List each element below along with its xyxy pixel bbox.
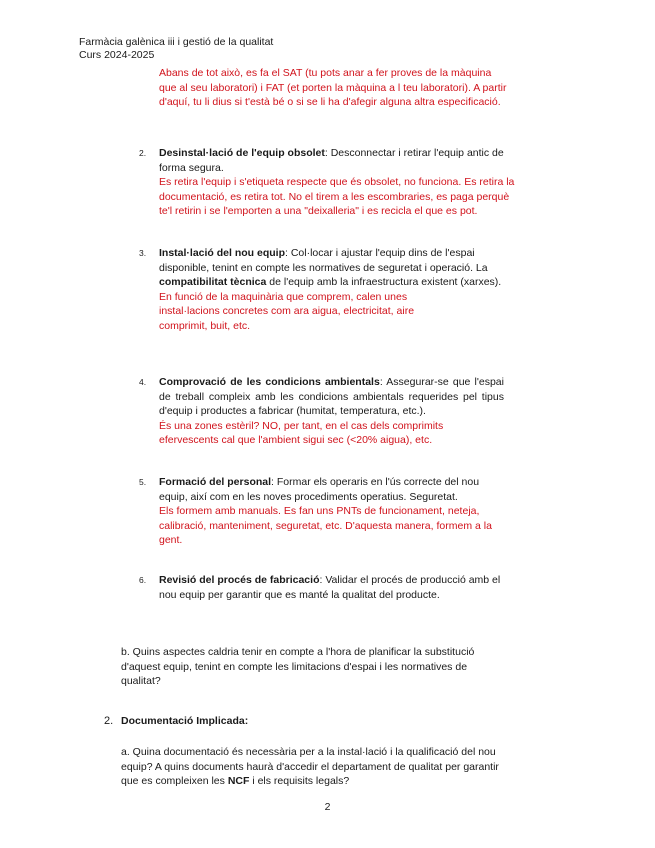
item-text: : Desconnectar i retirar l'equip antic de forma segura.	[159, 147, 504, 174]
item-number: 3.	[139, 248, 147, 258]
item-title: Revisió del procés de fabricació	[159, 574, 320, 586]
list-item-formacio	[159, 475, 499, 548]
list-item-installacio	[159, 246, 504, 334]
intro-note: Abans de tot això, es fa el SAT (tu pots anar a fer proves de la màquina que al seu laboratori) i FAT (et porten la màquina a l teu laboratori). A partir d'aquí, tu li dius si t'està bé o si se li ha d'afegir alguna altra especificació.	[159, 67, 507, 109]
question-b: b. Quins aspectes caldria tenir en compte a l'hora de planificar la substitució d'aquest equip, tenint en compte les limitacions d'espai i les normatives de qualitat?	[121, 646, 475, 688]
item-text: : Col·locar i ajustar l'equip dins de l'espai disponible, tenint en compte les normatives de seguretat i operació. La	[159, 247, 488, 274]
item-number: 4.	[139, 377, 147, 387]
item-note: És una zones estèril? NO, per tant, en el cas dels comprimits efervescents cal que l'ambient sigui sec (<20% aigua), etc.	[159, 419, 444, 447]
item-title: Instal·lació del nou equip	[159, 247, 286, 259]
list-item-desinstallacio	[159, 146, 519, 219]
header-course-year: Curs 2024-2025	[79, 49, 155, 61]
item-title: Formació del personal	[159, 476, 272, 488]
header-course-title: Farmàcia galènica iii i gestió de la qualitat	[79, 36, 274, 48]
item-note: En funció de la maquinària que comprem, calen unes instal·lacions concretes com ara aigua, electricitat, aire comprimit, buit, etc.	[159, 290, 415, 332]
section-title: Documentació Implicada:	[121, 715, 249, 727]
question-a	[121, 745, 506, 789]
section-heading	[121, 714, 511, 729]
question-text: a. Quina documentació és necessària per a la instal·lació i la qualificació del nou equip? A quins documents haurà d'accedir el departament de qualitat per garantir que es compleixen les	[121, 746, 499, 788]
item-bold-term: compatibilitat tècnica	[159, 276, 267, 289]
question-text: i els requisits legals?	[249, 775, 350, 788]
item-number: 6.	[139, 575, 147, 585]
item-note: Es retira l'equip i s'etiqueta respecte que és obsolet, no funciona. Es retira la documentació, es retira tot. No el tirem a les escombraries, es paga perquè te'l retirin i se l'emporten a una "deixalleria" i es recicla el que es pot.	[159, 176, 515, 218]
item-text: : Validar el procés de producció amb el nou equip per garantir que es manté la qualitat del producte.	[159, 574, 501, 601]
question-bold-term: NCF	[227, 775, 250, 788]
section-number: 2.	[104, 715, 114, 727]
list-item-condicions-ambientals	[159, 375, 504, 448]
item-number: 5.	[139, 477, 147, 487]
list-item-revisio	[159, 573, 519, 602]
page-number: 2	[324, 801, 331, 813]
item-text: : Assegurar-se que l'espai de treball compleix amb les condicions ambientals requerides pel tipus d'equip i productes a fabricar (humitat, temperatura, etc.).	[159, 376, 504, 418]
item-number: 2.	[139, 148, 147, 158]
item-text: : Formar els operaris en l'ús correcte del nou equip, així com en les noves procediments operatius. Seguretat.	[159, 476, 480, 503]
page-header	[79, 36, 273, 62]
item-title: Comprovació de les condicions ambientals	[159, 376, 380, 388]
item-title: Desinstal·lació de l'equip obsolet	[159, 147, 325, 159]
item-note: Els formem amb manuals. Es fan uns PNTs de funcionament, neteja, calibració, manteniment, seguretat, etc. D'aquesta manera, formem a la gent.	[159, 505, 492, 547]
item-text: de l'equip amb la infraestructura existent (xarxes).	[266, 276, 502, 289]
